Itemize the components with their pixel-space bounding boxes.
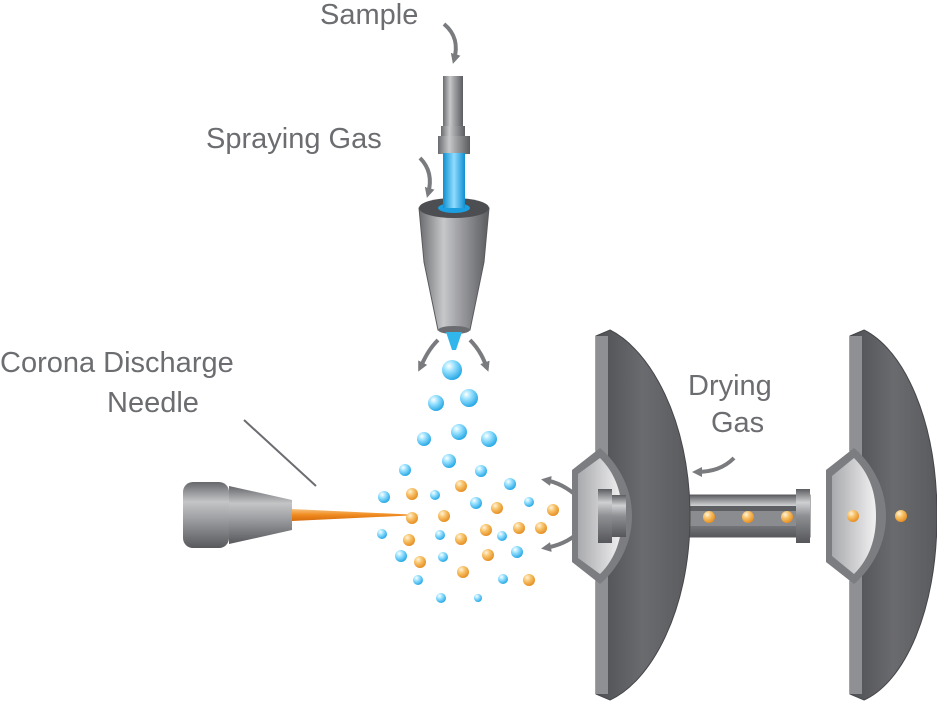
spray-tip: [446, 332, 462, 350]
droplet: [438, 552, 448, 562]
label-spraying-gas: Spraying Gas: [206, 123, 382, 155]
spray-flow-arrow-left: [420, 340, 438, 368]
ion: [414, 556, 426, 568]
ion: [847, 510, 859, 522]
droplet: [413, 575, 423, 585]
label-drying-line2: Gas: [711, 407, 765, 439]
needle-base: [183, 482, 229, 548]
droplet: [460, 389, 478, 407]
spraying-gas-arrow: [420, 158, 430, 194]
droplet: [428, 395, 444, 411]
label-corona-line2: Needle: [107, 387, 199, 419]
drying-gas-arrow: [696, 458, 734, 472]
corona-needle: [292, 509, 420, 521]
ion: [406, 512, 418, 524]
droplet: [474, 594, 482, 602]
spray-flow-arrow-right: [470, 340, 487, 368]
ion: [438, 510, 450, 522]
droplet: [377, 529, 387, 539]
droplet: [451, 424, 467, 440]
droplet: [378, 491, 390, 503]
droplet: [430, 490, 440, 500]
droplet: [511, 546, 523, 558]
ion: [403, 534, 415, 546]
ion: [703, 511, 715, 523]
droplet: [470, 497, 482, 509]
droplet: [436, 593, 446, 603]
ion: [742, 511, 754, 523]
ion: [523, 574, 535, 586]
droplet: [395, 550, 407, 562]
sample-capillary: [443, 76, 463, 128]
ion: [895, 510, 907, 522]
nebulizer-cone: [419, 208, 489, 330]
sample-arrow: [444, 24, 456, 60]
ion: [513, 522, 525, 534]
droplet: [399, 464, 411, 476]
label-drying-line1: Drying: [688, 370, 772, 402]
label-corona-line1: Corona Discharge: [0, 347, 234, 379]
droplet: [497, 531, 507, 541]
ion: [491, 502, 503, 514]
droplet: [475, 465, 487, 477]
droplet: [504, 478, 516, 490]
droplet: [435, 530, 445, 540]
label-sample: Sample: [320, 0, 419, 31]
droplet-cloud: [377, 360, 534, 603]
droplet: [481, 431, 497, 447]
ion: [457, 566, 469, 578]
ion: [781, 511, 793, 523]
droplet: [442, 454, 456, 468]
droplet: [498, 574, 508, 584]
ion: [406, 488, 418, 500]
corona-label-leader: [244, 420, 316, 486]
ion: [535, 522, 547, 534]
droplet: [442, 360, 462, 380]
ion: [480, 524, 492, 536]
skimmer-plate-2: [826, 330, 937, 700]
spraying-gas-sleeve: [438, 136, 470, 154]
skimmer-plate-1: [572, 330, 690, 700]
ion: [482, 549, 494, 561]
droplet: [524, 497, 534, 507]
ion: [455, 533, 467, 545]
droplet: [417, 432, 431, 446]
ion: [547, 504, 559, 516]
ion: [455, 480, 467, 492]
sprayer-assembly: [419, 76, 489, 350]
